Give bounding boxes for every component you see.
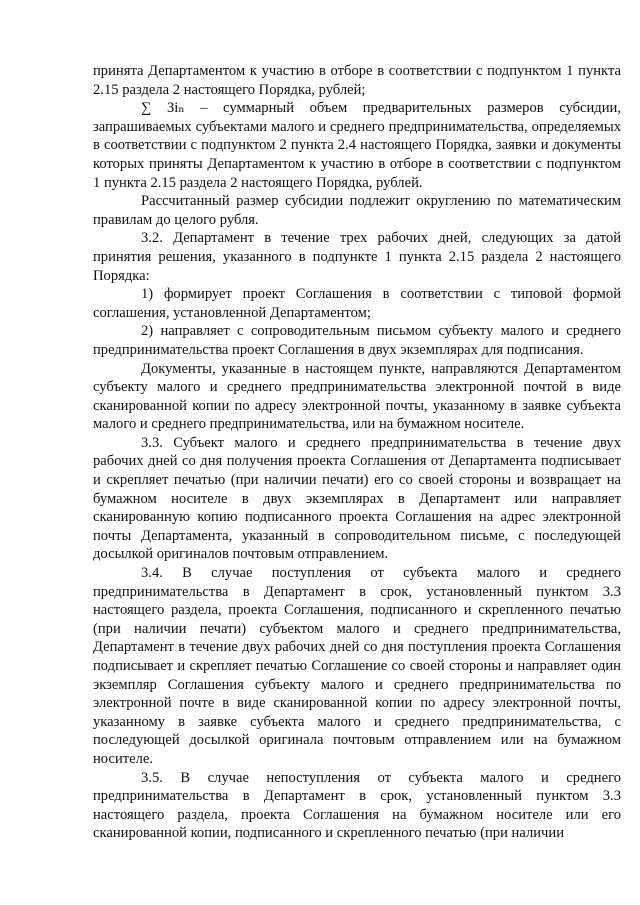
paragraph-continuation: принята Департаментом к участию в отборе в соответствии с подпунктом 1 пункта 2.15 раздела 2 настоящего Порядка, рублей;	[93, 63, 621, 98]
paragraph-3-5: 3.5. В случае непоступления от субъекта малого и среднего предпринимательства в Департамент в срок, установленный пунктом 3.3 настоящего раздела, проекта Соглашения на бумажном носителе или его сканированной копии, подписанного и скрепленного печатью (при наличии	[93, 769, 621, 842]
paragraph-3-2-item-1: 1) формирует проект Соглашения в соответствии с типовой формой соглашения, установленной Департаментом;	[93, 286, 621, 321]
paragraph-documents-delivery: Документы, указанные в настоящем пункте, направляются Департаментом субъекту малого и среднего предпринимательства электронной почтой в виде сканированной копии по адресу электронной почты, указанному в заявке субъекта малого и среднего предпринимательства, или на бумажном носителе.	[93, 360, 621, 433]
paragraph-3-3: 3.3. Субъект малого и среднего предпринимательства в течение двух рабочих дней со дня получения проекта Соглашения от Департамента подписывает и скрепляет печатью (при наличии печати) его со своей стороны и возвращает на бумажном носителе в двух экземплярах в Департамент или направляет сканированную копию подписанного проекта Соглашения на адрес электронной почты Департамента, указанный в сопроводительном письме, с последующей досылкой оригиналов почтовым отправлением.	[93, 434, 621, 563]
paragraph-sum-definition: ∑ Зiₙ – суммарный объем предварительных размеров субсидии, запрашиваемых субъектами малого и среднего предпринимательства, определяемых в соответствии с подпунктом 2 пункта 2.4 настоящего Порядка, заявки и документы которых приняты Департаментом к участию в отборе в соответствии с подпунктом 1 пункта 2.15 раздела 2 настоящего Порядка, рублей.	[93, 100, 621, 191]
paragraph-3-4: 3.4. В случае поступления от субъекта малого и среднего предпринимательства в Департамент в срок, установленный пунктом 3.3 настоящего раздела, проекта Соглашения, подписанного и скрепленного печатью (при наличии печати) субъектом малого и среднего предпринимательства, Департамент в течение двух рабочих дней со дня поступления проекта Соглашения подписывает и скрепляет печатью Соглашение со своей стороны и направляет один экземпляр Соглашения субъекту малого и среднего предпринимательства по электронной почте в виде сканированной копии по адресу электронной почты, указанному в заявке субъекта малого и среднего предпринимательства, с последующей досылкой оригинала почтовым отправлением или на бумажном носителе.	[93, 565, 621, 767]
paragraph-3-2-item-2: 2) направляет с сопроводительным письмом субъекту малого и среднего предпринимательства проект Соглашения в двух экземплярах для подписания.	[93, 323, 621, 358]
document-body	[93, 62, 621, 843]
paragraph-3-2: 3.2. Департамент в течение трех рабочих дней, следующих за датой принятия решения, указанного в подпункте 1 пункта 2.15 раздела 2 настоящего Порядка:	[93, 230, 621, 284]
paragraph-rounding: Рассчитанный размер субсидии подлежит округлению по математическим правилам до целого рубля.	[93, 193, 621, 228]
